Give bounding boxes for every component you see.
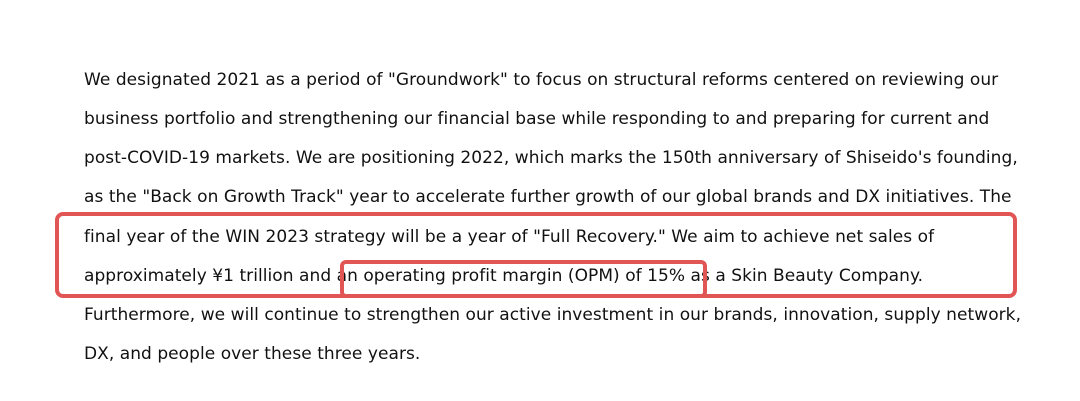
paragraph-line-6: approximately ¥1 trillion and an operating profit margin (OPM) of 15% as a Skin Beauty Company. — [84, 266, 924, 286]
paragraph-line-1: We designated 2021 as a period of "Groundwork" to focus on structural reforms centered on reviewing our — [84, 70, 999, 90]
paragraph-line-7: Furthermore, we will continue to strengthen our active investment in our brands, innovation, supply network, — [84, 305, 1022, 325]
paragraph-line-4: as the "Back on Growth Track" year to accelerate further growth of our global brands and DX initiatives. The — [84, 187, 1012, 207]
paragraph-line-5: final year of the WIN 2023 strategy will be a year of "Full Recovery." We aim to achieve net sales of — [84, 227, 935, 247]
paragraph-line-3: post-COVID-19 markets. We are positioning 2022, which marks the 150th anniversary of Shiseido's founding, — [84, 148, 1018, 168]
paragraph-line-2: business portfolio and strengthening our financial base while responding to and preparing for current and — [84, 109, 990, 129]
paragraph-line-8: DX, and people over these three years. — [84, 344, 421, 364]
highlight-box-opm — [340, 260, 707, 298]
